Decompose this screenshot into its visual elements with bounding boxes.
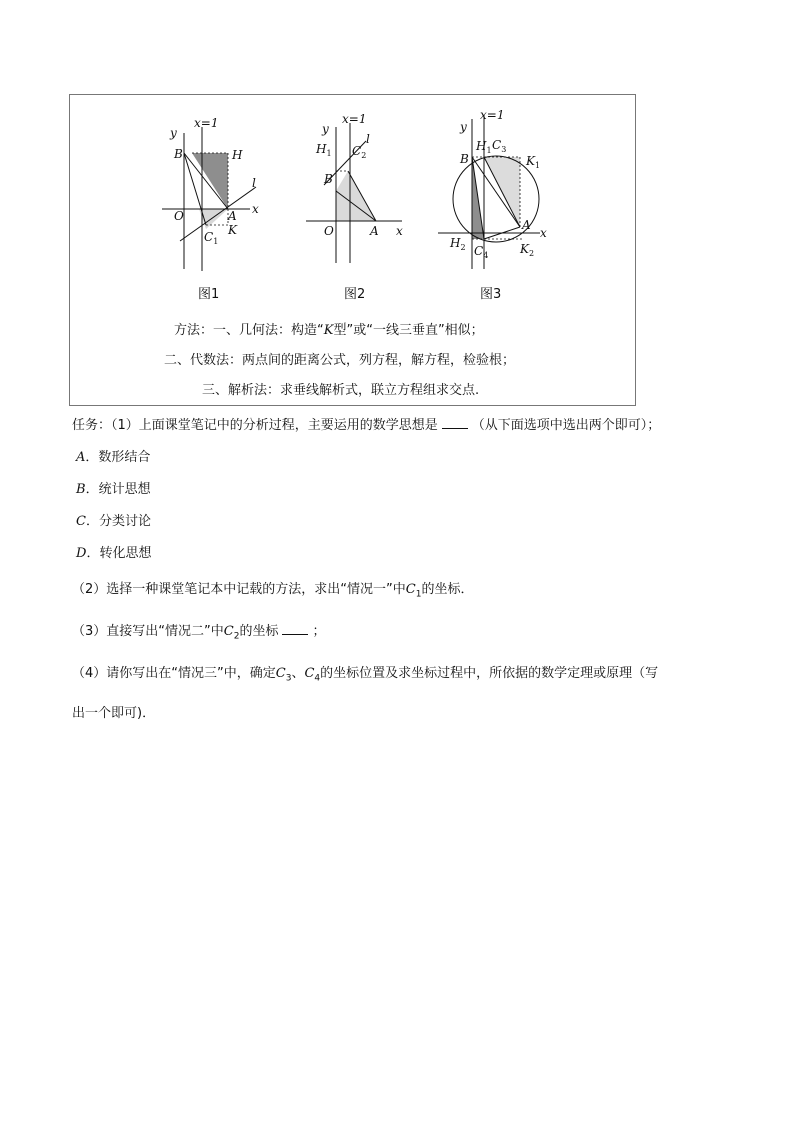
figure-2-caption: 图2 (344, 287, 366, 302)
figure-1-caption: 图1 (198, 287, 220, 302)
answer-blank-1[interactable] (442, 417, 468, 429)
option-b[interactable] (76, 478, 151, 497)
label-y: y (322, 122, 329, 136)
question-1 (72, 414, 660, 433)
label-o: O (174, 209, 184, 223)
q3-text: （3）直接写出“情况二”中 (72, 624, 224, 639)
figure-3-caption: 图3 (480, 287, 502, 302)
label-c4: $C_4$ (474, 244, 489, 260)
question-3 (72, 620, 325, 642)
label-b: B (460, 152, 469, 166)
figure-3-svg (436, 105, 556, 275)
method-line-2: 二、代数法：两点间的距离公式，列方程，解方程，检验根； (164, 353, 516, 368)
figure-2 (306, 112, 416, 302)
label-l: l (366, 132, 370, 146)
figure-1-svg (158, 113, 268, 273)
label-c1: $C_1$ (204, 230, 219, 246)
q4-var-1: C (275, 666, 286, 681)
method-1-post: 型”或“一线三垂直”相似； (333, 323, 484, 338)
q3-sub: 2 (233, 631, 240, 642)
option-a-text: ．数形结合 (85, 450, 151, 465)
q1-text: 任务：（1）上面课堂笔记中的分析过程，主要运用的数学思想是 (72, 418, 438, 433)
option-c[interactable] (76, 510, 151, 529)
label-k: K (228, 223, 237, 237)
label-a: A (522, 218, 531, 232)
option-d-letter: D (76, 546, 87, 561)
figure-2-svg (306, 113, 416, 273)
q2-sub: 1 (415, 589, 422, 600)
class-notes-box (69, 94, 636, 406)
label-xeq1: x=1 (480, 108, 505, 122)
figure-3 (436, 105, 556, 302)
label-x: x (396, 224, 403, 238)
label-xeq1: x=1 (194, 116, 219, 130)
option-a[interactable] (76, 446, 150, 465)
label-o: O (324, 224, 334, 238)
option-b-text: ．统计思想 (85, 482, 151, 497)
label-h1: $H_1$ (316, 142, 332, 158)
q3-suffix: 的坐标 (239, 624, 279, 639)
option-c-letter: C (76, 514, 86, 529)
method-1-var: K (323, 323, 334, 338)
label-k1: $K_1$ (526, 154, 541, 170)
label-x: x (252, 202, 259, 216)
q3-end: ； (312, 624, 326, 639)
q4-sub-1: 3 (285, 673, 292, 684)
option-d-text: ．转化思想 (86, 546, 152, 561)
q2-text: （2）选择一种课堂笔记本中记载的方法，求出“情况一”中 (72, 582, 406, 597)
q2-suffix: 的坐标． (421, 582, 474, 597)
label-a: A (370, 224, 379, 238)
label-l: l (252, 176, 256, 190)
q4-var-2: C (304, 666, 315, 681)
label-a: A (228, 209, 237, 223)
option-b-letter: B (76, 482, 86, 497)
label-y: y (170, 126, 177, 140)
option-c-text: ．分类讨论 (85, 514, 151, 529)
question-4-line-2: 出一个即可)． (72, 706, 156, 721)
answer-blank-3[interactable] (282, 623, 308, 635)
line-l (180, 187, 256, 241)
label-c3: $C_3$ (492, 138, 507, 154)
label-xeq1: x=1 (342, 112, 367, 126)
label-h1: $H_1$ (476, 139, 492, 155)
light-triangle (199, 209, 228, 229)
label-k2: $K_2$ (520, 242, 535, 258)
label-x: x (540, 226, 547, 240)
label-y: y (460, 120, 467, 134)
option-a-letter: A (76, 450, 86, 465)
label-h2: $H_2$ (450, 236, 466, 252)
method-line-3: 三、解析法：求垂线解析式，联立方程组求交点. (202, 383, 480, 398)
q4-suffix: 的坐标位置及求坐标过程中，所依据的数学定理或原理（写 (320, 666, 659, 681)
question-4 (72, 662, 658, 684)
label-c2: $C_2$ (352, 144, 367, 160)
label-h: H (232, 148, 243, 162)
figure-1 (158, 113, 268, 302)
q4-text: （4）请你写出在“情况三”中，确定 (72, 666, 276, 681)
q2-var: C (405, 582, 416, 597)
shaded-triangle (192, 153, 228, 209)
option-d[interactable] (76, 542, 151, 561)
q4-sub-2: 4 (314, 673, 321, 684)
label-b: B (174, 147, 183, 161)
q4-sep: 、 (291, 666, 305, 681)
method-1-pre: 方法：一、几何法：构造“ (174, 323, 324, 338)
method-line-1 (174, 319, 484, 338)
q1-suffix: （从下面选项中选出两个即可）； (471, 418, 661, 433)
q3-var: C (223, 624, 234, 639)
label-b: B (324, 172, 333, 186)
question-2 (72, 578, 473, 600)
